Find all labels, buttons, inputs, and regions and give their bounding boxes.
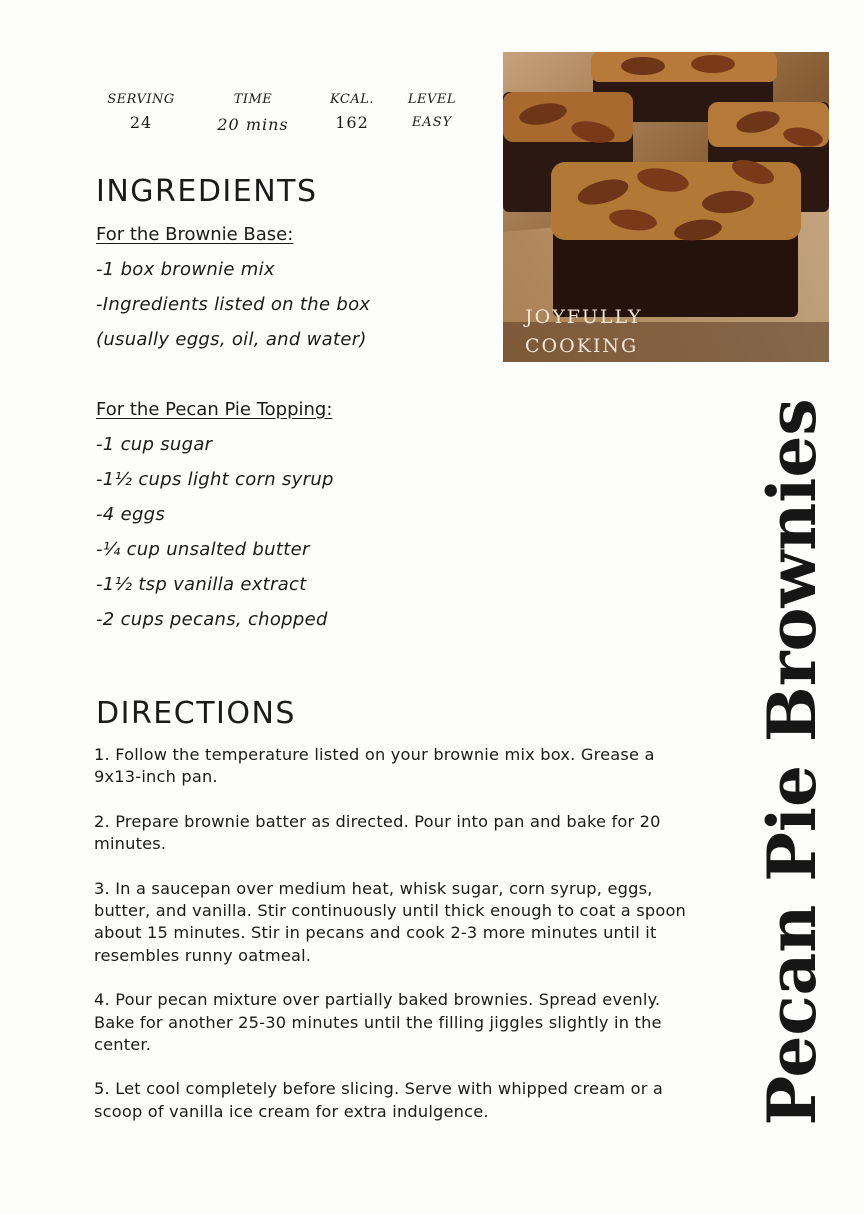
- stat-kcal: [324, 92, 380, 132]
- watermark-text: JOYFULLY: [525, 306, 643, 328]
- direction-step: 5. Let cool completely before slicing. Serve with whipped cream or a scoop of vanilla ice cream for extra indulgence.: [94, 1079, 664, 1121]
- ingredient-item: -1½ cups light corn syrup: [96, 469, 334, 490]
- direction-step: 2. Prepare brownie batter as directed. Pour into pan and bake for 20 minutes.: [94, 811, 661, 854]
- ingredient-item: -1½ tsp vanilla extract: [96, 574, 307, 595]
- stat-label: TIME: [233, 92, 273, 107]
- stat-label: KCAL.: [330, 92, 374, 107]
- stat-label: LEVEL: [407, 92, 457, 107]
- stat-level: [404, 92, 460, 130]
- stat-value: EASY: [411, 115, 453, 130]
- stat-value: 162: [335, 113, 369, 132]
- watermark-text: COOKING: [525, 335, 639, 357]
- brownie-photo: [503, 52, 829, 362]
- stat-serving: [104, 92, 178, 132]
- stat-value: 24: [129, 113, 153, 132]
- ingredient-item: -2 cups pecans, chopped: [96, 609, 328, 630]
- pecan-topping-title: For the Pecan Pie Topping:: [96, 399, 333, 420]
- stat-value: 20 mins: [217, 115, 289, 134]
- ingredient-item: -1 box brownie mix: [96, 259, 275, 280]
- brownie-base-title: For the Brownie Base:: [96, 224, 294, 245]
- ingredient-item: -1 cup sugar: [96, 434, 213, 455]
- stat-time: [208, 92, 298, 134]
- ingredients-heading: INGREDIENTS: [96, 174, 318, 209]
- ingredient-item: (usually eggs, oil, and water): [96, 329, 367, 350]
- direction-step: 1. Follow the temperature listed on your brownie mix box. Grease a 9x13-inch pan.: [94, 745, 655, 787]
- recipe-stats: [96, 92, 476, 142]
- ingredient-item: -¼ cup unsalted butter: [96, 539, 310, 560]
- stat-label: SERVING: [107, 92, 175, 107]
- directions-list: [94, 744, 694, 1145]
- recipe-title: Pecan Pie Brownies: [753, 398, 831, 1126]
- ingredient-item: -Ingredients listed on the box: [96, 294, 371, 315]
- ingredient-item: -4 eggs: [96, 504, 166, 525]
- directions-heading: DIRECTIONS: [96, 696, 296, 731]
- direction-step: 3. In a saucepan over medium heat, whisk sugar, corn syrup, eggs, butter, and vanilla. Stir continuously until thick enough to coat a spoon about 15 minutes. Stir in pecans and cook 2-3 more minutes until it resembles runny oatmeal.: [94, 878, 687, 965]
- direction-step: 4. Pour pecan mixture over partially baked brownies. Spread evenly. Bake for another 25-30 minutes until the filling jiggles slightly in the center.: [94, 990, 662, 1054]
